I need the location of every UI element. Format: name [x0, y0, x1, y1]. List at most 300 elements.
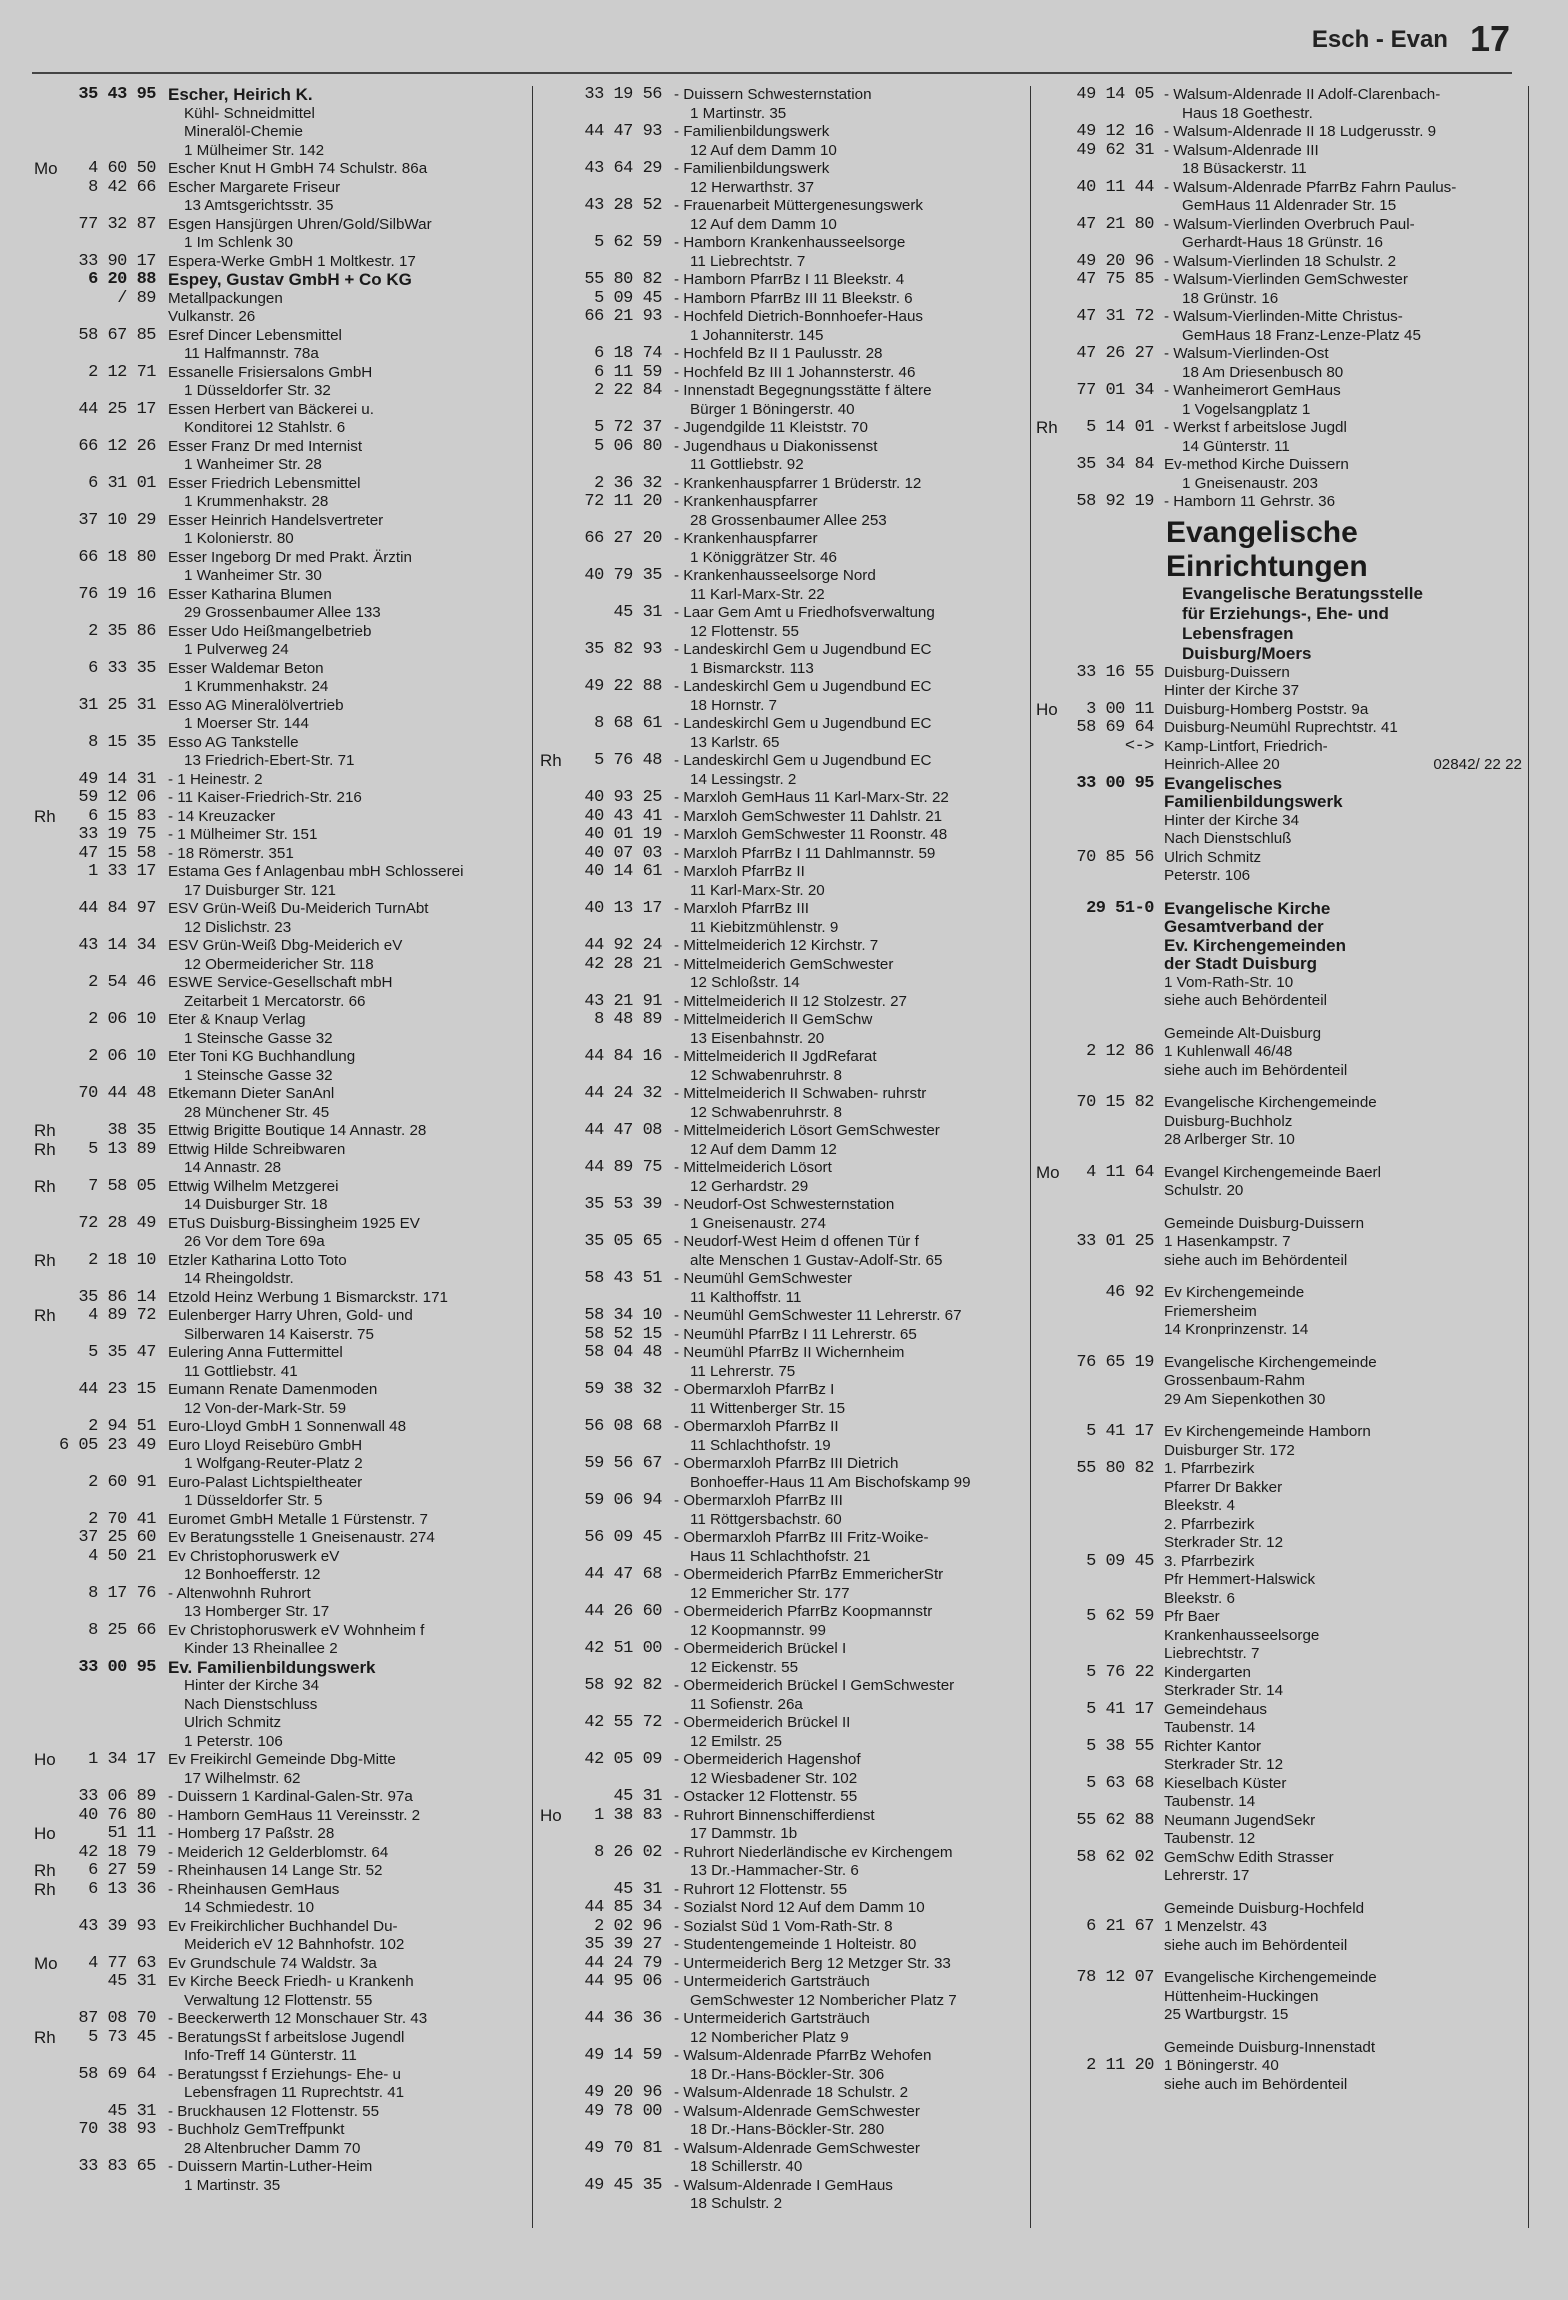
listing-line — [1036, 1608, 1524, 1627]
listing-line — [540, 734, 1018, 753]
listing-text: - Walsum-Aldenrade II Adolf-Clarenbach- — [1164, 86, 1441, 103]
listing-line — [1036, 364, 1524, 383]
listing-line — [1036, 2006, 1524, 2025]
listing-line — [540, 1437, 1018, 1456]
listing-text: 1 Wanheimer Str. 28 — [184, 456, 322, 473]
listing-line — [1036, 216, 1524, 235]
listing-text: - Neudorf-Ost Schwesternstation — [674, 1196, 895, 1213]
listing-line — [1036, 105, 1524, 124]
phone-number: 44 24 79 — [584, 1954, 662, 1973]
phone-number: 58 43 51 — [584, 1270, 662, 1288]
listing-text: Esref Dincer Lebensmittel — [168, 326, 342, 344]
listing-text: - Familienbildungswerk — [674, 160, 830, 177]
listing-text: Bürger 1 Böningerstr. 40 — [690, 400, 855, 418]
listing-text: 11 Kalthoffstr. 11 — [690, 1288, 802, 1306]
listing-text: Eumann Renate Damenmoden — [168, 1381, 378, 1398]
listing-text: Hinter der Kirche 34 — [1164, 811, 1300, 829]
listing-text: 1 Peterstr. 106 — [184, 1732, 283, 1750]
listing-text: Metallpackungen — [168, 289, 283, 307]
listing-line — [1036, 1113, 1524, 1132]
listing-line — [34, 2121, 512, 2140]
listing-text: Ev Beratungsstelle 1 Gneisenaustr. 274 — [168, 1529, 435, 1546]
listing-text: 1 Hasenkampstr. 7 — [1164, 1233, 1291, 1250]
listing-text: Espey, Gustav GmbH + Co KG — [168, 271, 412, 289]
phone-number: 66 21 93 — [584, 308, 662, 326]
section-title-line1: Evangelische — [1166, 515, 1358, 549]
listing-text: - Landeskirchl Gem u Jugendbund EC — [674, 641, 932, 658]
listing-text: 12 Dislichstr. 23 — [184, 918, 292, 936]
listing-line — [34, 697, 512, 716]
listing-text: 1 Menzelstr. 43 — [1164, 1918, 1267, 1935]
listing-text: Gemeinde Duisburg-Hochfeld — [1164, 1899, 1365, 1917]
listing-text: 2. Pfarrbezirk — [1164, 1515, 1255, 1533]
phone-number: 31 25 31 — [78, 696, 156, 715]
listing-line — [34, 1899, 512, 1918]
listing-line — [1036, 1131, 1524, 1150]
phone-number: 6 05 23 49 — [58, 1436, 156, 1455]
phone-number: 5 76 22 — [1086, 1663, 1154, 1682]
listing-line — [34, 1233, 512, 1252]
listing-line — [540, 1270, 1018, 1289]
listing-line — [34, 1936, 512, 1955]
listing-text: Sterkrader Str. 14 — [1164, 1682, 1284, 1699]
listing-text: 1 Moerser Str. 144 — [184, 715, 309, 732]
listing-text: 28 Arlberger Str. 10 — [1164, 1131, 1295, 1148]
phone-number: 33 00 95 — [78, 1658, 156, 1677]
phone-number: 8 48 89 — [594, 1011, 662, 1029]
listing-line — [540, 216, 1018, 235]
listing-line — [1036, 1182, 1524, 1201]
section-title-line2: Einrichtungen — [1166, 549, 1368, 583]
listing-line — [34, 1770, 512, 1789]
phone-number: 42 28 21 — [584, 955, 662, 974]
listing-line — [540, 1677, 1018, 1696]
phone-number: 55 62 88 — [1076, 1811, 1154, 1830]
listing-line — [34, 1992, 512, 2011]
listing-text: Kindergarten — [1164, 1663, 1251, 1681]
listing-text: Sterkrader Str. 12 — [1164, 1534, 1284, 1551]
listing-text: Grossenbaum-Rahm — [1164, 1372, 1305, 1389]
listing-line — [540, 1622, 1018, 1641]
listing-text: 14 Lessingstr. 2 — [690, 770, 797, 788]
listing-text: Etzler Katharina Lotto Toto — [168, 1251, 347, 1269]
listing-text: ETuS Duisburg-Bissingheim 1925 EV — [168, 1214, 420, 1232]
listing-text: Krankenhausseelsorge — [1164, 1626, 1320, 1644]
listing-line — [540, 1363, 1018, 1382]
listing-text: - Obermarxloh PfarrBz I — [674, 1381, 835, 1398]
listing-line — [1036, 1372, 1524, 1391]
listing-text: Hinter der Kirche 34 — [184, 1677, 320, 1694]
listing-line — [34, 549, 512, 568]
listing-text: Ev-method Kirche Duissern — [1164, 456, 1349, 473]
phone-number: 4 11 64 — [1086, 1163, 1154, 1182]
listing-text: - Hamborn 11 Gehrstr. 36 — [1164, 493, 1336, 510]
listing-line — [34, 1215, 512, 1234]
listing-text: - Walsum-Aldenrade GemSchwester — [674, 2102, 920, 2120]
listing-text: ESV Grün-Weiß Dbg-Meiderich eV — [168, 937, 403, 954]
listing-line — [540, 1048, 1018, 1067]
listing-text: - Bruckhausen 12 Flottenstr. 55 — [168, 2102, 380, 2120]
listing-line — [34, 1862, 512, 1881]
listing-text: Ettwig Brigitte Boutique 14 Annastr. 28 — [168, 1122, 427, 1139]
entry-gap — [1036, 1080, 1524, 1094]
phone-number: 1 33 17 — [88, 863, 156, 881]
listing-line — [1036, 1233, 1524, 1252]
phone-number: 78 12 07 — [1076, 1969, 1154, 1987]
listing-line — [34, 308, 512, 327]
listing-line — [540, 2195, 1018, 2214]
listing-text: Euro-Palast Lichtspieltheater — [168, 1473, 363, 1491]
phone-number: 2 02 96 — [594, 1917, 662, 1936]
listing-text: Etkemann Dieter SanAnl — [168, 1085, 335, 1102]
listing-line — [34, 327, 512, 346]
phone-number: 35 34 84 — [1076, 456, 1154, 474]
listing-text: - Marxloh PfarrBz II — [674, 863, 805, 880]
phone-number: 44 84 16 — [584, 1048, 662, 1066]
listing-text: Richter Kantor — [1164, 1737, 1262, 1755]
listing-line — [34, 1659, 512, 1678]
listing-line — [540, 1400, 1018, 1419]
listing-text: Pfr Baer — [1164, 1608, 1220, 1625]
listing-text: 12 Schwabenruhrstr. 8 — [690, 1103, 842, 1121]
entry-gap — [1036, 1409, 1524, 1423]
listing-text: 13 Karlstr. 65 — [690, 733, 780, 751]
listing-text: ESWE Service-Gesellschaft mbH — [168, 974, 393, 991]
listing-line — [34, 2010, 512, 2029]
listing-text: 11 Liebrechtstr. 7 — [690, 252, 806, 270]
page-header-title: Esch - Evan — [1311, 26, 1448, 53]
listing-line — [34, 1011, 512, 1030]
listing-text: 1 Martinstr. 35 — [184, 2176, 281, 2194]
listing-line — [540, 993, 1018, 1012]
phone-number: 5 09 45 — [1086, 1552, 1154, 1571]
listing-text: 11 Gottliebstr. 41 — [184, 1362, 298, 1380]
listing-line — [540, 2121, 1018, 2140]
entry-gap — [1036, 1011, 1524, 1025]
listing-text: - Walsum-Aldenrade GemSchwester — [674, 2139, 920, 2157]
listing-line — [540, 1770, 1018, 1789]
phone-number: 2 36 32 — [594, 474, 662, 493]
listing-text: 12 Koopmannstr. 99 — [690, 1621, 826, 1639]
phone-number: 35 82 93 — [584, 641, 662, 659]
listing-text: - Rheinhausen GemHaus — [168, 1880, 340, 1898]
listing-text: 1 Pulverweg 24 — [184, 641, 289, 658]
listing-line — [1036, 1701, 1524, 1720]
phone-number: 49 45 35 — [584, 2176, 662, 2195]
phone-number: 4 60 50 — [88, 160, 156, 178]
listing-line — [1036, 738, 1524, 757]
listing-line — [34, 1566, 512, 1585]
listing-text: 12 Obermeidericher Str. 118 — [184, 955, 374, 973]
listing-line — [34, 1973, 512, 1992]
listing-line — [34, 382, 512, 401]
listing-text: Ev Freikirchlicher Buchhandel Du- — [168, 1917, 398, 1935]
listing-text: - Mittelmeiderich II 12 Stolzestr. 27 — [674, 992, 907, 1010]
listing-line — [540, 826, 1018, 845]
listing-line — [34, 1474, 512, 1493]
listing-text: Esso AG Mineralölvertrieb — [168, 696, 344, 714]
listing-line — [34, 1437, 512, 1456]
listing-line — [1036, 812, 1524, 831]
listing-text: 18 Hornstr. 7 — [690, 696, 777, 714]
phone-number: 33 00 95 — [1076, 774, 1154, 793]
listing-text: 14 Kronprinzenstr. 14 — [1164, 1321, 1309, 1338]
listing-text: Taubenstr. 14 — [1164, 1719, 1256, 1736]
listing-text: 18 Schulstr. 2 — [690, 2195, 783, 2212]
listing-line — [1036, 419, 1524, 438]
phone-number: 49 14 05 — [1076, 86, 1154, 104]
listing-text: 28 Altenbrucher Damm 70 — [184, 2139, 361, 2157]
listing-text: 29 Am Siepenkothen 30 — [1164, 1390, 1326, 1408]
listing-text: Info-Treff 14 Günterstr. 11 — [184, 2047, 357, 2064]
listing-line — [540, 142, 1018, 161]
listing-line — [34, 752, 512, 771]
listing-line — [34, 1751, 512, 1770]
phone-number: 33 06 89 — [78, 1788, 156, 1806]
listing-line — [540, 327, 1018, 346]
listing-text: 12 Flottenstr. 55 — [690, 622, 799, 640]
listing-text: Kühl- Schneidmittel — [184, 104, 315, 122]
listing-line — [34, 142, 512, 161]
listing-text: - Neumühl PfarrBz II Wichernheim — [674, 1344, 905, 1361]
listing-line — [1036, 937, 1524, 956]
phone-number: 47 26 27 — [1076, 345, 1154, 363]
listing-text: der Stadt Duisburg — [1164, 955, 1318, 973]
listing-text: Ev Kirche Beeck Friedh- u Krankenh — [168, 1973, 414, 1990]
phone-number: 2 60 91 — [88, 1473, 156, 1492]
listing-text: Escher Knut H GmbH 74 Schulstr. 86a — [168, 160, 428, 177]
listing-line — [540, 1696, 1018, 1715]
listing-line — [34, 197, 512, 216]
listing-line — [34, 1640, 512, 1659]
district-prefix: Ho — [1036, 700, 1058, 719]
listing-line — [540, 1307, 1018, 1326]
listing-text: Mineralöl-Chemie — [184, 123, 304, 140]
listing-text: - Jugendgilde 11 Kleiststr. 70 — [674, 419, 868, 436]
listing-text: - Ruhrort Niederländische ev Kirchengem — [674, 1843, 953, 1861]
phone-number: 6 11 59 — [594, 363, 662, 382]
listing-line — [540, 382, 1018, 401]
phone-number: 58 92 19 — [1076, 493, 1154, 511]
listing-line — [540, 1178, 1018, 1197]
phone-number: 72 11 20 — [584, 493, 662, 511]
listing-text: Duisburg-Neumühl Ruprechtstr. 41 — [1164, 719, 1398, 736]
listing-line — [1036, 1590, 1524, 1609]
listing-text: ESV Grün-Weiß Du-Meiderich TurnAbt — [168, 900, 429, 917]
section-subtitle — [1182, 584, 1524, 664]
listing-line — [1036, 1284, 1524, 1303]
listing-text: Gemeinde Duisburg-Innenstadt — [1164, 2038, 1376, 2056]
phone-number: 47 21 80 — [1076, 215, 1154, 234]
phone-number: 49 20 96 — [1076, 252, 1154, 271]
listing-text: 13 Eisenbahnstr. 20 — [690, 1029, 825, 1047]
phone-number: 59 12 06 — [78, 789, 156, 807]
listing-text: Eulenberger Harry Uhren, Gold- und — [168, 1307, 413, 1324]
listing-line — [34, 1807, 512, 1826]
listing-line — [1036, 1303, 1524, 1322]
listing-text: Konditorei 12 Stahlstr. 6 — [184, 419, 346, 436]
listing-line — [1036, 682, 1524, 701]
listing-text: - Walsum-Aldenrade PfarrBz Fahrn Paulus- — [1164, 178, 1457, 196]
listing-line — [34, 290, 512, 309]
listing-line — [1036, 1442, 1524, 1461]
listing-line — [540, 456, 1018, 475]
phone-number: 49 78 00 — [584, 2102, 662, 2121]
listing-line — [34, 882, 512, 901]
listing-line — [34, 2029, 512, 2048]
listing-line — [540, 697, 1018, 716]
listing-line — [1036, 955, 1524, 974]
listing-text: Euromet GmbH Metalle 1 Fürstenstr. 7 — [168, 1510, 428, 1528]
listing-line — [540, 1159, 1018, 1178]
listing-line — [34, 826, 512, 845]
listing-text: - Marxloh GemSchwester 11 Dahlstr. 21 — [674, 807, 943, 825]
listing-line — [1036, 1849, 1524, 1868]
listing-text: - Hochfeld Bz II 1 Paulusstr. 28 — [674, 345, 883, 362]
listing-line — [540, 974, 1018, 993]
listing-line — [1036, 197, 1524, 216]
listing-line — [34, 734, 512, 753]
phone-number: 8 25 66 — [88, 1621, 156, 1640]
phone-number: 33 19 56 — [584, 86, 662, 104]
listing-text: Zeitarbeit 1 Mercatorstr. 66 — [184, 992, 366, 1010]
listing-text: Familienbildungswerk — [1164, 793, 1343, 811]
listing-line — [540, 604, 1018, 623]
listing-line — [540, 179, 1018, 198]
district-prefix: Rh — [34, 1177, 56, 1196]
listing-line — [540, 789, 1018, 808]
district-prefix: Rh — [34, 1307, 56, 1325]
listing-line — [540, 2010, 1018, 2029]
listing-line — [34, 456, 512, 475]
listing-line — [1036, 493, 1524, 512]
phone-number: 77 32 87 — [78, 215, 156, 234]
listing-text: 1 Kolonierstr. 80 — [184, 530, 294, 547]
phone-number: 43 14 34 — [78, 937, 156, 955]
listing-line — [34, 1400, 512, 1419]
phone-number: 2 18 10 — [88, 1251, 156, 1270]
listing-text: - Untermeiderich Gartsträuch — [674, 2010, 870, 2027]
district-prefix: Ho — [34, 1825, 56, 1843]
district-prefix: Rh — [34, 1251, 56, 1270]
listing-line — [540, 1326, 1018, 1345]
listing-text: - Landeskirchl Gem u Jugendbund EC — [674, 752, 932, 769]
listing-line — [34, 1529, 512, 1548]
phone-number: 66 12 26 — [78, 437, 156, 456]
listing-text: - 1 Heinestr. 2 — [168, 770, 263, 788]
phone-number: 58 69 64 — [1076, 719, 1154, 737]
listing-line — [34, 2158, 512, 2177]
listing-text: Bonhoeffer-Haus 11 Am Bischofskamp 99 — [690, 1473, 971, 1491]
listing-text: - Marxloh PfarrBz I 11 Dahlmannstr. 59 — [674, 844, 936, 862]
listing-line — [540, 1289, 1018, 1308]
phone-number: 33 16 55 — [1076, 663, 1154, 682]
phone-number: 33 83 65 — [78, 2158, 156, 2176]
listing-text: Taubenstr. 12 — [1164, 1830, 1256, 1847]
listing-line — [540, 1122, 1018, 1141]
phone-number: 45 31 — [613, 1788, 662, 1806]
listing-line — [540, 86, 1018, 105]
district-prefix: Mo — [34, 1954, 58, 1973]
listing-text: 18 Büsackerstr. 11 — [1182, 160, 1307, 177]
phone-number: 70 38 93 — [78, 2121, 156, 2139]
phone-number: 5 73 45 — [88, 2028, 156, 2047]
phone-number: 58 34 10 — [584, 1307, 662, 1325]
listing-text: siehe auch im Behördenteil — [1164, 1251, 1348, 1269]
listing-line — [540, 1529, 1018, 1548]
phone-number: 44 84 97 — [78, 900, 156, 918]
listing-line — [540, 1104, 1018, 1123]
listing-line — [34, 604, 512, 623]
listing-text: Esser Waldemar Beton — [168, 659, 324, 677]
district-prefix: Mo — [1036, 1163, 1060, 1182]
listing-text: Bleekstr. 4 — [1164, 1497, 1235, 1514]
listing-text: Euro Lloyd Reisebüro GmbH — [168, 1436, 363, 1454]
listing-text: Taubenstr. 14 — [1164, 1793, 1256, 1810]
listing-line — [540, 641, 1018, 660]
listing-text: Evangelische Kirchengemeinde — [1164, 1969, 1377, 1986]
listing-text: 14 Duisburger Str. 18 — [184, 1196, 328, 1213]
listing-text: 12 Herwarthstr. 37 — [690, 178, 815, 196]
listing-text: Ev Kirchengemeinde — [1164, 1284, 1305, 1301]
listing-text: 14 Annastr. 28 — [184, 1159, 282, 1176]
listing-text: Esser Udo Heißmangelbetrieb — [168, 622, 372, 640]
phone-number: 5 41 17 — [1086, 1423, 1154, 1441]
listing-line — [540, 715, 1018, 734]
listing-line — [1036, 1516, 1524, 1535]
listing-line — [1036, 1969, 1524, 1988]
phone-number: 44 47 08 — [584, 1122, 662, 1140]
listing-line — [1036, 1534, 1524, 1553]
listing-text: - 11 Kaiser-Friedrich-Str. 216 — [168, 789, 362, 806]
district-prefix: Rh — [1036, 419, 1058, 437]
listing-line — [540, 1548, 1018, 1567]
listing-text: 1 Königgrätzer Str. 46 — [690, 548, 837, 566]
phone-number: 51 11 — [107, 1825, 156, 1843]
listing-text: - Homberg 17 Paßstr. 28 — [168, 1825, 335, 1842]
listing-text: - Innenstadt Begegnungsstätte f ältere — [674, 382, 932, 399]
district-prefix: Rh — [34, 1880, 56, 1899]
listing-line — [540, 1659, 1018, 1678]
phone-number: 55 80 82 — [1076, 1460, 1154, 1478]
listing-text: Sterkrader Str. 12 — [1164, 1756, 1284, 1773]
listing-text: - Beratungsst f Erziehungs- Ehe- u — [168, 2065, 401, 2083]
listing-line — [540, 1844, 1018, 1863]
phone-number: 46 92 — [1105, 1284, 1154, 1302]
phone-number: 40 14 61 — [584, 863, 662, 881]
listing-line — [1036, 2057, 1524, 2076]
listing-text: GemSchwester 12 Nombericher Platz 7 — [690, 1991, 957, 2009]
listing-text: 3. Pfarrbezirk — [1164, 1552, 1255, 1570]
listing-line — [34, 493, 512, 512]
listing-text: siehe auch Behördenteil — [1164, 992, 1327, 1009]
listing-text: Eulering Anna Futtermittel — [168, 1344, 343, 1361]
listing-line — [34, 715, 512, 734]
listing-line — [540, 1918, 1018, 1937]
listing-text: Ev Grundschule 74 Waldstr. 3a — [168, 1954, 377, 1972]
listing-text: - Obermarxloh PfarrBz III — [674, 1492, 843, 1509]
listing-text: 13 Amtsgerichtsstr. 35 — [184, 197, 334, 214]
listing-line — [1036, 1988, 1524, 2007]
phone-number: 8 42 66 — [88, 178, 156, 197]
listing-line — [34, 105, 512, 124]
listing-line — [540, 1344, 1018, 1363]
phone-number: 44 92 24 — [584, 937, 662, 955]
listing-text: Kieselbach Küster — [1164, 1774, 1287, 1792]
listing-text: Evangelische Kirchengemeinde — [1164, 1094, 1377, 1111]
listing-line — [34, 1326, 512, 1345]
listing-line — [1036, 142, 1524, 161]
